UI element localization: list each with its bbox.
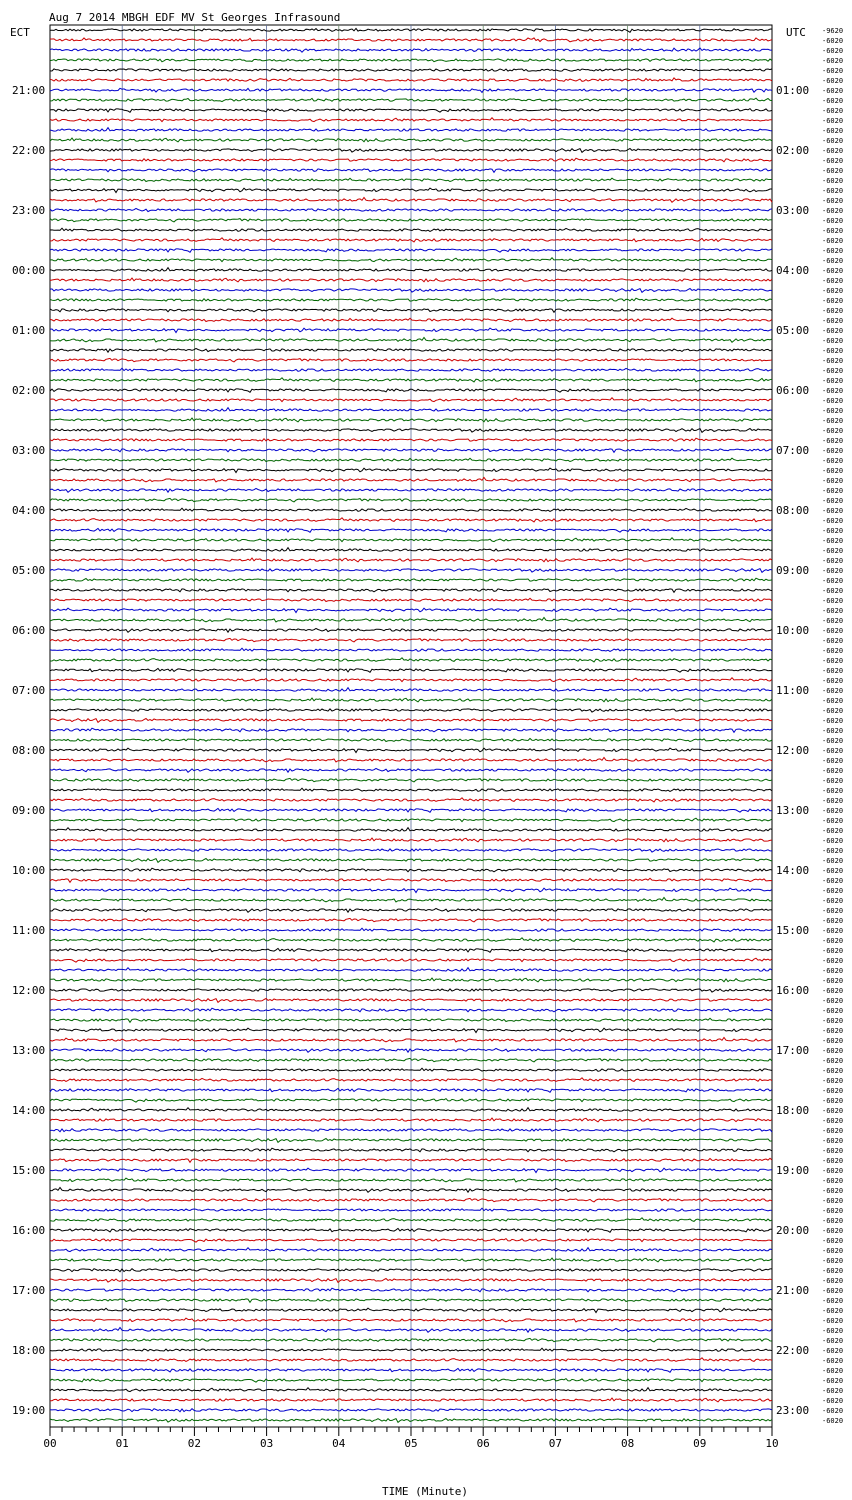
trace-value-label-128: -6020 xyxy=(822,1307,844,1315)
trace-value-label-67: -6020 xyxy=(822,697,844,705)
left-hour-label-8: 05:00 xyxy=(12,564,46,577)
trace-value-label-77: -6020 xyxy=(822,797,844,805)
right-hour-label-4: 05:00 xyxy=(776,324,810,337)
x-tick-label-05: 05 xyxy=(404,1437,418,1450)
trace-value-label-93: -6020 xyxy=(822,957,844,965)
right-timezone-label: UTC xyxy=(786,26,806,39)
trace-value-label-97: -6020 xyxy=(822,997,844,1005)
trace-value-label-34: -6020 xyxy=(822,367,844,375)
trace-value-label-38: -6020 xyxy=(822,407,844,415)
trace-value-label-99: -6020 xyxy=(822,1017,844,1025)
trace-value-label-126: -6020 xyxy=(822,1287,844,1295)
trace-value-label-107: -6020 xyxy=(822,1097,844,1105)
trace-value-label-88: -6020 xyxy=(822,907,844,915)
trace-value-label-50: -6020 xyxy=(822,527,844,535)
right-hour-label-19: 20:00 xyxy=(776,1224,810,1237)
trace-value-label-27: -6020 xyxy=(822,297,844,305)
trace-value-label-139: -6020 xyxy=(822,1417,844,1425)
trace-value-label-47: -6020 xyxy=(822,497,844,505)
right-hour-label-20: 21:00 xyxy=(776,1284,810,1297)
trace-value-label-59: -6020 xyxy=(822,617,844,625)
left-hour-label-15: 12:00 xyxy=(12,984,46,997)
trace-value-label-9: -6020 xyxy=(822,117,844,125)
right-hour-label-14: 15:00 xyxy=(776,924,810,937)
left-hour-label-10: 07:00 xyxy=(12,684,46,697)
left-hour-label-20: 17:00 xyxy=(12,1284,46,1297)
right-hour-label-9: 10:00 xyxy=(776,624,810,637)
trace-value-label-136: -6020 xyxy=(822,1387,844,1395)
right-hour-label-11: 12:00 xyxy=(776,744,810,757)
trace-value-label-105: -6020 xyxy=(822,1077,844,1085)
trace-value-label-68: -6020 xyxy=(822,707,844,715)
trace-value-label-73: -6020 xyxy=(822,757,844,765)
trace-value-label-46: -6020 xyxy=(822,487,844,495)
right-hour-label-21: 22:00 xyxy=(776,1344,810,1357)
trace-value-label-130: -6020 xyxy=(822,1327,844,1335)
trace-value-label-10: -6020 xyxy=(822,127,844,135)
left-hour-label-14: 11:00 xyxy=(12,924,46,937)
trace-value-label-76: -6020 xyxy=(822,787,844,795)
trace-value-label-56: -6020 xyxy=(822,587,844,595)
trace-value-label-29: -6020 xyxy=(822,317,844,325)
trace-value-label-122: -6020 xyxy=(822,1247,844,1255)
x-tick-label-08: 08 xyxy=(620,1437,635,1450)
right-hour-label-18: 19:00 xyxy=(776,1164,810,1177)
trace-value-label-31: -6020 xyxy=(822,337,844,345)
trace-value-label-32: -6020 xyxy=(822,347,844,355)
trace-value-label-33: -6020 xyxy=(822,357,844,365)
trace-value-label-110: -6020 xyxy=(822,1127,844,1135)
left-hour-label-0: 21:00 xyxy=(12,84,46,97)
trace-value-label-75: -6020 xyxy=(822,777,844,785)
trace-value-label-118: -6020 xyxy=(822,1207,844,1215)
left-hour-label-7: 04:00 xyxy=(12,504,46,517)
trace-value-label-25: -6020 xyxy=(822,277,844,285)
x-tick-label-06: 06 xyxy=(476,1437,490,1450)
left-hour-label-6: 03:00 xyxy=(12,444,46,457)
trace-value-label-85: -6020 xyxy=(822,877,844,885)
trace-value-label-119: -6020 xyxy=(822,1217,844,1225)
trace-value-label-127: -6020 xyxy=(822,1297,844,1305)
trace-value-label-94: -6020 xyxy=(822,967,844,975)
right-hour-label-10: 11:00 xyxy=(776,684,810,697)
chart-title: Aug 7 2014 MBGH EDF MV St Georges Infrasound xyxy=(49,11,341,24)
trace-value-label-124: -6020 xyxy=(822,1267,844,1275)
trace-value-label-87: -6020 xyxy=(822,897,844,905)
grid xyxy=(50,25,772,1427)
trace-value-label-117: -6020 xyxy=(822,1197,844,1205)
trace-value-label-8: -6020 xyxy=(822,107,844,115)
right-hour-label-6: 07:00 xyxy=(776,444,810,457)
left-hour-label-12: 09:00 xyxy=(12,804,46,817)
trace-value-label-44: -6020 xyxy=(822,467,844,475)
trace-value-label-35: -6020 xyxy=(822,377,844,385)
right-hour-label-5: 06:00 xyxy=(776,384,810,397)
trace-value-label-16: -6020 xyxy=(822,187,844,195)
left-hour-label-4: 01:00 xyxy=(12,324,46,337)
left-hour-label-13: 10:00 xyxy=(12,864,46,877)
trace-value-label-42: -6020 xyxy=(822,447,844,455)
left-hour-label-16: 13:00 xyxy=(12,1044,46,1057)
trace-value-label-1: -6020 xyxy=(822,37,844,45)
trace-value-label-89: -6020 xyxy=(822,917,844,925)
left-hour-label-2: 23:00 xyxy=(12,204,46,217)
trace-value-label-113: -6020 xyxy=(822,1157,844,1165)
left-timezone-label: ECT xyxy=(10,26,30,39)
right-hour-label-15: 16:00 xyxy=(776,984,810,997)
trace-value-label-71: -6020 xyxy=(822,737,844,745)
trace-value-label-43: -6020 xyxy=(822,457,844,465)
right-hour-label-8: 09:00 xyxy=(776,564,810,577)
trace-value-label-49: -6020 xyxy=(822,517,844,525)
trace-value-label-74: -6020 xyxy=(822,767,844,775)
trace-value-label-98: -6020 xyxy=(822,1007,844,1015)
left-hour-label-17: 14:00 xyxy=(12,1104,46,1117)
trace-value-label-91: -6020 xyxy=(822,937,844,945)
trace-value-label-90: -6020 xyxy=(822,927,844,935)
trace-value-label-40: -6020 xyxy=(822,427,844,435)
trace-value-label-108: -6020 xyxy=(822,1107,844,1115)
trace-value-label-21: -6020 xyxy=(822,237,844,245)
trace-value-label-96: -6020 xyxy=(822,987,844,995)
trace-value-label-45: -6020 xyxy=(822,477,844,485)
x-axis-title: TIME (Minute) xyxy=(381,1485,469,1498)
trace-value-label-134: -6020 xyxy=(822,1367,844,1375)
trace-value-label-63: -6020 xyxy=(822,657,844,665)
trace-value-label-115: -6020 xyxy=(822,1177,844,1185)
trace-value-label-62: -6020 xyxy=(822,647,844,655)
trace-value-label-28: -6020 xyxy=(822,307,844,315)
trace-value-label-135: -6020 xyxy=(822,1377,844,1385)
trace-value-label-15: -6020 xyxy=(822,177,844,185)
trace-value-label-131: -6020 xyxy=(822,1337,844,1345)
trace-value-label-23: -6020 xyxy=(822,257,844,265)
x-tick-label-03: 03 xyxy=(259,1437,274,1450)
trace-value-label-14: -6020 xyxy=(822,167,844,175)
trace-value-label-17: -6020 xyxy=(822,197,844,205)
trace-value-label-52: -6020 xyxy=(822,547,844,555)
trace-value-label-20: -6020 xyxy=(822,227,844,235)
right-hour-label-2: 03:00 xyxy=(776,204,810,217)
x-tick-label-07: 07 xyxy=(548,1437,563,1450)
left-hour-label-18: 15:00 xyxy=(12,1164,46,1177)
trace-value-label-82: -6020 xyxy=(822,847,844,855)
trace-value-label-5: -6020 xyxy=(822,77,844,85)
trace-value-label-57: -6020 xyxy=(822,597,844,605)
trace-value-label-6: -6020 xyxy=(822,87,844,95)
trace-value-label-109: -6020 xyxy=(822,1117,844,1125)
trace-value-label-86: -6020 xyxy=(822,887,844,895)
trace-value-label-11: -6020 xyxy=(822,137,844,145)
trace-value-label-37: -6020 xyxy=(822,397,844,405)
trace-value-label-92: -6020 xyxy=(822,947,844,955)
trace-value-label-69: -6020 xyxy=(822,717,844,725)
trace-value-label-19: -6020 xyxy=(822,217,844,225)
x-tick-label-00: 00 xyxy=(43,1437,57,1450)
right-hour-label-7: 08:00 xyxy=(776,504,810,517)
x-tick-label-01: 01 xyxy=(115,1437,129,1450)
trace-value-label-112: -6020 xyxy=(822,1147,844,1155)
x-tick-label-02: 02 xyxy=(187,1437,202,1450)
trace-value-label-125: -6020 xyxy=(822,1277,844,1285)
left-hour-label-11: 08:00 xyxy=(12,744,46,757)
trace-value-label-121: -6020 xyxy=(822,1237,844,1245)
trace-value-label-54: -6020 xyxy=(822,567,844,575)
trace-value-label-72: -6020 xyxy=(822,747,844,755)
trace-value-label-70: -6020 xyxy=(822,727,844,735)
trace-value-label-2: -6020 xyxy=(822,47,844,55)
trace-value-label-55: -6020 xyxy=(822,577,844,585)
trace-value-label-53: -6020 xyxy=(822,557,844,565)
right-hour-label-17: 18:00 xyxy=(776,1104,810,1117)
trace-value-label-84: -6020 xyxy=(822,867,844,875)
right-hour-label-13: 14:00 xyxy=(776,864,810,877)
trace-value-label-123: -6020 xyxy=(822,1257,844,1265)
left-hour-label-1: 22:00 xyxy=(12,144,46,157)
left-hour-label-3: 00:00 xyxy=(12,264,46,277)
trace-value-label-137: -6020 xyxy=(822,1397,844,1405)
trace-value-label-3: -6020 xyxy=(822,57,844,65)
trace-value-label-111: -6020 xyxy=(822,1137,844,1145)
trace-value-label-7: -6020 xyxy=(822,97,844,105)
trace-value-label-12: -6020 xyxy=(822,147,844,155)
trace-value-label-81: -6020 xyxy=(822,837,844,845)
left-hour-label-21: 18:00 xyxy=(12,1344,46,1357)
trace-value-label-80: -6020 xyxy=(822,827,844,835)
trace-value-label-129: -6020 xyxy=(822,1317,844,1325)
trace-value-label-138: -6020 xyxy=(822,1407,844,1415)
trace-value-label-58: -6020 xyxy=(822,607,844,615)
trace-value-label-133: -6020 xyxy=(822,1357,844,1365)
x-tick-label-04: 04 xyxy=(332,1437,346,1450)
trace-value-label-104: -6020 xyxy=(822,1067,844,1075)
trace-value-label-78: -6020 xyxy=(822,807,844,815)
x-tick-label-10: 10 xyxy=(765,1437,779,1450)
trace-value-label-100: -6020 xyxy=(822,1027,844,1035)
trace-value-label-48: -6020 xyxy=(822,507,844,515)
trace-value-label-101: -6020 xyxy=(822,1037,844,1045)
trace-value-labels xyxy=(822,27,843,1425)
trace-value-label-26: -6020 xyxy=(822,287,844,295)
x-axis xyxy=(43,1427,778,1450)
right-hour-label-12: 13:00 xyxy=(776,804,810,817)
trace-value-label-79: -6020 xyxy=(822,817,844,825)
trace-value-label-103: -6020 xyxy=(822,1057,844,1065)
right-hour-label-3: 04:00 xyxy=(776,264,810,277)
trace-value-label-22: -6020 xyxy=(822,247,844,255)
trace-value-label-13: -6020 xyxy=(822,157,844,165)
x-tick-label-09: 09 xyxy=(693,1437,707,1450)
trace-value-label-18: -6020 xyxy=(822,207,844,215)
left-hour-label-19: 16:00 xyxy=(12,1224,46,1237)
right-hour-label-1: 02:00 xyxy=(776,144,810,157)
left-hour-label-5: 02:00 xyxy=(12,384,46,397)
trace-value-label-114: -6020 xyxy=(822,1167,844,1175)
trace-value-label-95: -6020 xyxy=(822,977,844,985)
trace-value-label-0: -9620 xyxy=(822,27,844,35)
right-hour-label-0: 01:00 xyxy=(776,84,810,97)
trace-value-label-24: -6020 xyxy=(822,267,844,275)
trace-value-label-64: -6020 xyxy=(822,667,844,675)
right-hour-labels xyxy=(776,84,809,1417)
trace-value-label-116: -6020 xyxy=(822,1187,844,1195)
trace-value-label-60: -6020 xyxy=(822,627,844,635)
trace-value-label-61: -6020 xyxy=(822,637,844,645)
trace-value-label-132: -6020 xyxy=(822,1347,844,1355)
trace-value-label-66: -6020 xyxy=(822,687,844,695)
trace-value-label-41: -6020 xyxy=(822,437,844,445)
trace-value-label-120: -6020 xyxy=(822,1227,844,1235)
trace-value-label-36: -6020 xyxy=(822,387,844,395)
left-hour-labels xyxy=(12,84,45,1417)
trace-value-label-39: -6020 xyxy=(822,417,844,425)
trace-value-label-51: -6020 xyxy=(822,537,844,545)
left-hour-label-22: 19:00 xyxy=(12,1404,46,1417)
right-hour-label-22: 23:00 xyxy=(776,1404,810,1417)
trace-value-label-30: -6020 xyxy=(822,327,844,335)
right-hour-label-16: 17:00 xyxy=(776,1044,810,1057)
trace-value-label-83: -6020 xyxy=(822,857,844,865)
trace-value-label-106: -6020 xyxy=(822,1087,844,1095)
left-hour-label-9: 06:00 xyxy=(12,624,46,637)
trace-value-label-65: -6020 xyxy=(822,677,844,685)
trace-value-label-102: -6020 xyxy=(822,1047,844,1055)
trace-value-label-4: -6020 xyxy=(822,67,844,75)
